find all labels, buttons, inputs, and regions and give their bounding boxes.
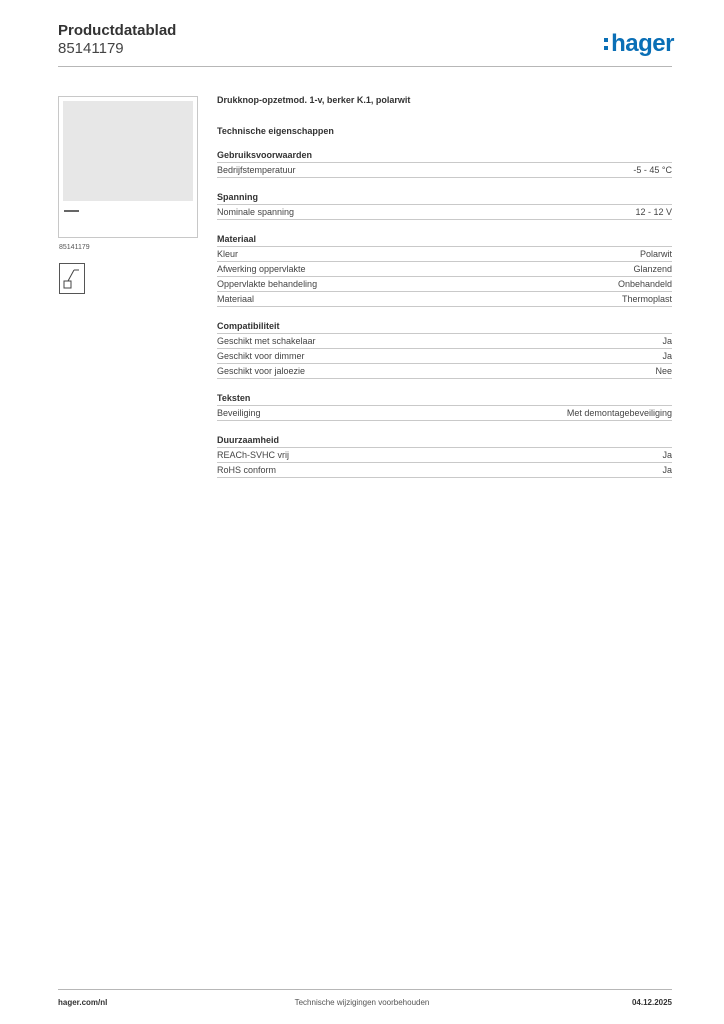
spec-row bbox=[217, 276, 672, 291]
section-rows bbox=[217, 405, 672, 421]
hager-logo bbox=[604, 30, 674, 58]
spec-label: Oppervlakte behandeling bbox=[217, 279, 318, 289]
spec-row bbox=[217, 333, 672, 348]
spec-value: Ja bbox=[662, 351, 672, 361]
footer-notice: Technische wijzigingen voorbehouden bbox=[294, 998, 430, 1007]
product-name: Drukknop-opzetmod. 1-v, berker K.1, polarwit bbox=[217, 95, 411, 105]
footer-website[interactable]: hager.com/nl bbox=[58, 998, 108, 1007]
spec-label: REACh-SVHC vrij bbox=[217, 450, 290, 460]
spec-row bbox=[217, 204, 672, 220]
spec-section bbox=[217, 192, 672, 220]
spec-label: Geschikt met schakelaar bbox=[217, 336, 316, 346]
section-rows bbox=[217, 333, 672, 379]
product-code: 85141179 bbox=[58, 40, 124, 57]
spec-row bbox=[217, 261, 672, 276]
spec-label: Afwerking oppervlakte bbox=[217, 264, 306, 274]
spec-value: Glanzend bbox=[633, 264, 672, 274]
spec-label: Beveiliging bbox=[217, 408, 261, 418]
switch-symbol-svg bbox=[60, 264, 84, 293]
section-heading: Materiaal bbox=[217, 234, 257, 244]
spec-label: Geschikt voor dimmer bbox=[217, 351, 305, 361]
logo-dots-icon bbox=[604, 38, 609, 50]
spec-label: Bedrijfstemperatuur bbox=[217, 165, 296, 175]
section-rows bbox=[217, 447, 672, 478]
spec-value: Ja bbox=[662, 465, 672, 475]
section-rows bbox=[217, 246, 672, 307]
document-title: Productdatablad bbox=[58, 22, 177, 39]
switch-symbol-icon bbox=[59, 263, 85, 294]
spec-value: Onbehandeld bbox=[617, 279, 672, 289]
spec-section bbox=[217, 435, 672, 478]
product-image bbox=[63, 101, 193, 201]
spec-label: Materiaal bbox=[217, 294, 255, 304]
section-heading: Teksten bbox=[217, 393, 251, 403]
product-image-frame bbox=[58, 96, 198, 238]
spec-label: Geschikt voor jaloezie bbox=[217, 366, 306, 376]
spec-row bbox=[217, 462, 672, 478]
product-image-caption: 85141179 bbox=[59, 244, 90, 251]
spec-row bbox=[217, 162, 672, 178]
scale-bar-icon bbox=[64, 210, 79, 212]
spec-value: Met demontagebeveiliging bbox=[566, 408, 672, 418]
specifications bbox=[217, 95, 672, 478]
section-heading: Duurzaamheid bbox=[217, 435, 280, 445]
spec-label: RoHS conform bbox=[217, 465, 277, 475]
section-heading: Gebruiksvoorwaarden bbox=[217, 150, 313, 160]
spec-value: Nee bbox=[655, 366, 672, 376]
spec-value: Polarwit bbox=[639, 249, 672, 259]
technical-properties-heading: Technische eigenschappen bbox=[217, 126, 334, 136]
logo-text: hager bbox=[611, 30, 674, 57]
section-heading: Compatibiliteit bbox=[217, 321, 280, 331]
spec-sections bbox=[217, 150, 672, 478]
footer-date: 04.12.2025 bbox=[631, 998, 672, 1007]
spec-section bbox=[217, 234, 672, 307]
spec-value: Ja bbox=[662, 336, 672, 346]
header-divider bbox=[58, 66, 672, 67]
spec-section bbox=[217, 393, 672, 421]
spec-section bbox=[217, 150, 672, 178]
spec-row bbox=[217, 447, 672, 462]
spec-row bbox=[217, 363, 672, 379]
spec-value: Thermoplast bbox=[621, 294, 672, 304]
spec-value: 12 - 12 V bbox=[635, 207, 672, 217]
spec-value: Ja bbox=[662, 450, 672, 460]
section-rows bbox=[217, 162, 672, 178]
section-rows bbox=[217, 204, 672, 220]
spec-row bbox=[217, 405, 672, 421]
footer-divider bbox=[58, 989, 672, 990]
spec-row bbox=[217, 291, 672, 307]
spec-label: Kleur bbox=[217, 249, 239, 259]
document-header bbox=[58, 22, 176, 57]
spec-row bbox=[217, 246, 672, 261]
section-heading: Spanning bbox=[217, 192, 258, 202]
spec-section bbox=[217, 321, 672, 379]
spec-value: -5 - 45 °C bbox=[633, 165, 672, 175]
spec-label: Nominale spanning bbox=[217, 207, 295, 217]
spec-row bbox=[217, 348, 672, 363]
